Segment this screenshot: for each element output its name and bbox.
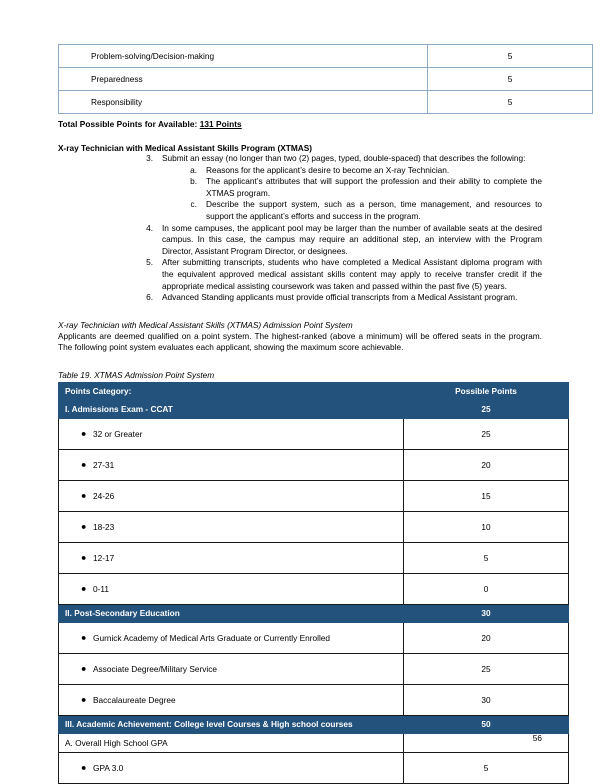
item-points: 5	[404, 752, 569, 783]
item-points: 10	[404, 511, 569, 542]
list-item-text: Advanced Standing applicants must provide official transcripts from a Medical Assistant program.	[162, 292, 518, 303]
item-label-cell	[59, 752, 404, 783]
table-row	[59, 622, 569, 653]
item-points: 15	[404, 480, 569, 511]
table-row	[59, 418, 569, 449]
table-caption: Table 19. XTMAS Admission Point System	[58, 369, 215, 380]
criterion-cell: Preparedness	[59, 68, 428, 91]
item-label: Gurnick Academy of Medical Arts Graduate or Currently Enrolled	[93, 632, 331, 643]
list-item	[58, 223, 542, 258]
points-cell: 5	[428, 91, 593, 114]
page-number: 56	[532, 733, 542, 743]
subheading-label: A. Overall High School GPA	[59, 733, 404, 752]
category-points: 30	[404, 604, 569, 622]
table-row	[59, 45, 593, 68]
point-system-paragraph: Applicants are deemed qualified on a point system. The highest-ranked (above a minimum) will be offered seats in the program. The following point system evaluates each applicant, showing the maximum score achievable.	[58, 330, 542, 353]
list-item-number: b.	[190, 176, 197, 187]
criteria-points-table	[58, 44, 593, 114]
list-item	[162, 165, 542, 177]
item-label-cell	[59, 449, 404, 480]
table-row-subheading	[59, 733, 569, 752]
item-label-cell	[59, 684, 404, 715]
list-item-text: The applicant’s attributes that will support the profession and their ability to complete the XTMAS program.	[206, 176, 542, 198]
table-header-row	[59, 382, 569, 400]
item-label: Associate Degree/Military Service	[93, 663, 218, 674]
page-content	[58, 44, 542, 784]
bullet-icon: ●	[81, 490, 87, 501]
list-item-number: c.	[190, 199, 197, 210]
item-label-cell	[59, 653, 404, 684]
bullet-icon: ●	[81, 663, 87, 674]
xtmas-admission-point-table	[58, 382, 569, 784]
item-label: 24-26	[93, 490, 115, 501]
bullet-icon: ●	[81, 552, 87, 563]
points-cell: 5	[428, 45, 593, 68]
category-points: 50	[404, 715, 569, 733]
list-item-number: 3.	[146, 153, 153, 163]
xtmas-table-body	[59, 382, 569, 783]
category-points: 25	[404, 400, 569, 418]
total-possible-points	[58, 119, 542, 129]
list-item-text: Describe the support system, such as a person, time management, and resources to support the applicant’s efforts and success in the program.	[206, 199, 542, 221]
list-item-number: 6.	[146, 292, 153, 303]
header-possible-points: Possible Points	[404, 382, 569, 400]
item-label: 12-17	[93, 552, 115, 563]
item-label-cell	[59, 511, 404, 542]
total-points-value: 131 Points	[199, 119, 242, 129]
item-label: GPA 3.0	[93, 762, 124, 773]
bullet-icon: ●	[81, 694, 87, 705]
table-row	[59, 511, 569, 542]
table-row	[59, 653, 569, 684]
table-row	[59, 68, 593, 91]
item-label-cell	[59, 418, 404, 449]
bullet-icon: ●	[81, 428, 87, 439]
bullet-icon: ●	[81, 521, 87, 532]
item-points: 0	[404, 573, 569, 604]
criterion-cell: Problem-solving/Decision-making	[59, 45, 428, 68]
list-item-number: a.	[190, 164, 197, 175]
item-label-cell	[59, 573, 404, 604]
list-item	[58, 292, 542, 304]
category-label: III. Academic Achievement: College level Courses & High school courses	[59, 715, 404, 733]
list-item-number: 5.	[146, 257, 153, 268]
item-points: 30	[404, 684, 569, 715]
item-label-cell	[59, 542, 404, 573]
table-row	[59, 480, 569, 511]
list-item	[162, 176, 542, 199]
item-points: 5	[404, 542, 569, 573]
list-item-text: Submit an essay (no longer than two (2) pages, typed, double-spaced) that describes the following:	[162, 153, 526, 163]
table-row	[59, 91, 593, 114]
table-row	[59, 573, 569, 604]
list-item-text: Reasons for the applicant’s desire to become an X-ray Technician.	[206, 164, 450, 175]
essay-subitems-list	[162, 165, 542, 223]
program-requirements-list	[58, 153, 542, 304]
item-label: 0-11	[93, 583, 109, 594]
item-label: 27-31	[93, 459, 115, 470]
list-item-number: 4.	[146, 222, 153, 233]
bullet-icon: ●	[81, 762, 87, 773]
item-label: Baccalaureate Degree	[93, 694, 176, 705]
program-heading: X-ray Technician with Medical Assistant Skills Program (XTMAS)	[58, 143, 313, 153]
table-row-category	[59, 715, 569, 733]
list-item	[58, 257, 542, 292]
table-row	[59, 684, 569, 715]
list-item	[162, 199, 542, 222]
total-points-label: Total Possible Points for Available:	[58, 119, 200, 129]
item-label: 32 or Greater	[93, 428, 143, 439]
category-label: I. Admissions Exam - CCAT	[59, 400, 404, 418]
item-label: 18-23	[93, 521, 115, 532]
table-row-category	[59, 400, 569, 418]
point-system-heading: X-ray Technician with Medical Assistant Skills (XTMAS) Admission Point System	[58, 319, 353, 330]
item-label-cell	[59, 480, 404, 511]
category-label: II. Post-Secondary Education	[59, 604, 404, 622]
criterion-cell: Responsibility	[59, 91, 428, 114]
list-item	[58, 153, 542, 223]
table-row-category	[59, 604, 569, 622]
item-points: 25	[404, 418, 569, 449]
bullet-icon: ●	[81, 632, 87, 643]
list-item-text: After submitting transcripts, students who have completed a Medical Assistant diploma program with the equivalent approved medical assistant skills content may apply to receive transfer credit if the appropriate medical assisting coursework was taken and passed within the past five (5) years.	[162, 257, 542, 291]
criteria-table-body	[59, 45, 593, 114]
item-points: 20	[404, 622, 569, 653]
item-points: 25	[404, 653, 569, 684]
bullet-icon: ●	[81, 583, 87, 594]
item-points: 20	[404, 449, 569, 480]
item-label-cell	[59, 622, 404, 653]
table-row	[59, 449, 569, 480]
header-points-category: Points Category:	[59, 382, 404, 400]
points-cell: 5	[428, 68, 593, 91]
table-row	[59, 542, 569, 573]
bullet-icon: ●	[81, 459, 87, 470]
table-row	[59, 752, 569, 783]
subheading-points	[404, 733, 569, 752]
list-item-text: In some campuses, the applicant pool may be larger than the number of available seats at the desired campus. In this case, the campus may require an additional step, an interview with the Program Director, Assistant Program Director, or designees.	[162, 222, 542, 256]
